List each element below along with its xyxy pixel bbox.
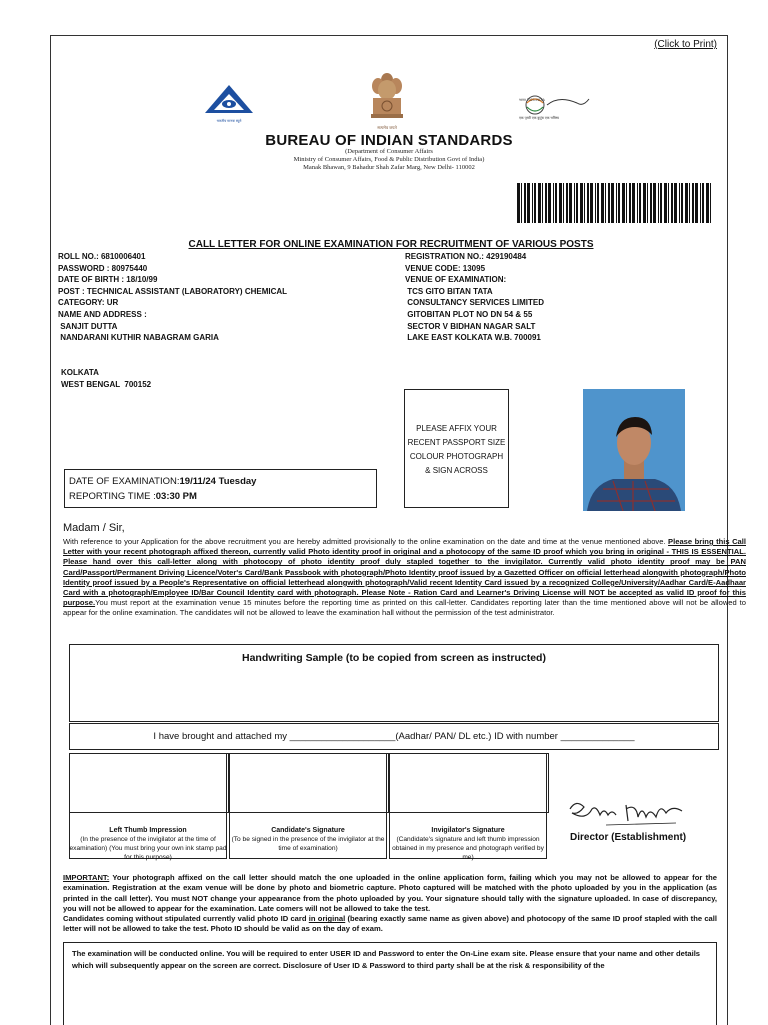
barcode-bar (710, 183, 711, 223)
barcode-bar (605, 183, 606, 223)
para-note: Please Note - Ration Card and Learner's Driving License will NOT be accepted as valid ID proof for this purpose. (63, 588, 747, 608)
barcode-bar (574, 183, 575, 223)
barcode-bar (584, 183, 585, 223)
para-reporting-rules: You must report at the examination venue 15 minutes before the reporting time as printed on this call-letter. Candidates reporting later than the time mentioned above will not be allowed to appear for the online examination. The candidates will not be allowed to leave the examination hall without the permission of the test administrator. (63, 598, 746, 618)
barcode-bar (587, 183, 589, 223)
bis-logo-text: भारतीय मानक ब्यूरो (216, 119, 242, 123)
barcode-bar (664, 183, 667, 223)
id-declaration-box (69, 723, 719, 750)
candidate-caption (228, 826, 388, 853)
director-title: Director (Establishment) (570, 832, 687, 843)
barcode-bar (689, 183, 690, 223)
barcode-bar (527, 183, 530, 223)
barcode-bar (524, 183, 526, 223)
exam-date-value: 19/11/24 Tuesday (179, 476, 257, 487)
affix-line-3: COLOUR PHOTOGRAPH (409, 452, 504, 461)
important-text-photo: Your photograph affixed on the call letter should match the one uploaded in the online application form, failing which you may not be allowed to appear for the examination. Registration at the exam venue will be done by photo and biometric capture. Photo captured will be matched with the photo uploaded by you in the application (as printed in the call letter). You must NOT change your appearance from the photo uploaded by you. Your signature should tally with the signature uploaded. In case of discrepancy, you will not be allowed to appear for the examination. Late comers will not be allowed to take the test. (63, 873, 717, 913)
barcode-bar (637, 183, 638, 223)
barcode-bar (629, 183, 631, 223)
print-link-container (654, 39, 717, 50)
barcode-bar (639, 183, 641, 223)
barcode-bar (650, 183, 652, 223)
barcode-bar (626, 183, 627, 223)
barcode-bar (576, 183, 578, 223)
exam-date-box (64, 469, 377, 508)
important-text-id-underline: in original (308, 914, 346, 924)
candidate-address-city: KOLKATA WEST BENGAL 700152 (61, 368, 152, 389)
reporting-time-label: REPORTING TIME : (69, 491, 156, 502)
barcode-bar (545, 183, 547, 223)
org-address: Manak Bhawan, 9 Bahadur Shah Zafar Marg, New Delhi- 110002 (303, 164, 475, 171)
barcode-bar (660, 183, 662, 223)
important-notice (63, 873, 717, 935)
barcode-bar (702, 183, 704, 223)
barcode-bar (632, 183, 635, 223)
affix-line-2: RECENT PASSPORT SIZE (407, 438, 506, 447)
barcode-bar (534, 183, 536, 223)
para-intro: With reference to your Application for the above recruitment you are hereby admitted provisionally to the online examination on the date and time at the venue mentioned above. (63, 537, 669, 546)
barcode-bar (692, 183, 694, 223)
thumb-caption-title: Left Thumb Impression (109, 827, 187, 834)
barcode-bar (622, 183, 625, 223)
thumb-caption-desc: (In the presence of the invigilator at the time of examination) (You must bring your own ink stamp pad for this purpose) (69, 836, 227, 861)
call-letter-title: CALL LETTER FOR ONLINE EXAMINATION FOR RECRUITMENT OF VARIOUS POSTS (188, 239, 594, 250)
barcode-bar (566, 183, 568, 223)
barcode-bar (517, 183, 520, 223)
barcode-bar (668, 183, 669, 223)
barcode-bar (674, 183, 677, 223)
online-exam-notice-box (63, 942, 717, 1025)
barcode-bar (700, 183, 701, 223)
important-text-id-b: (bearing exactly same name as given above) and photocopy of the same ID proof stapled with the call letter will not be allowed to take the test. Photo ID should be valid as on the day of exam. (63, 914, 717, 934)
barcode-bar (532, 183, 533, 223)
handwriting-sample-box (69, 644, 719, 722)
exam-date-label: DATE OF EXAMINATION: (69, 476, 180, 487)
invigilator-caption (388, 826, 548, 862)
barcode-bar (580, 183, 583, 223)
director-signature-icon (566, 795, 696, 831)
barcode-bar (647, 183, 648, 223)
barcode-bar (595, 183, 596, 223)
barcode-bar (597, 183, 599, 223)
org-name: BUREAU OF INDIAN STANDARDS (265, 132, 513, 149)
candidate-caption-desc: (To be signed in the presence of the invigilator at the time of examination) (231, 836, 385, 852)
barcode-bar (542, 183, 543, 223)
barcode-bar (569, 183, 572, 223)
barcode-bar (618, 183, 620, 223)
barcode-bar (616, 183, 617, 223)
barcode-bar (521, 183, 522, 223)
g20-logo-text: भारत 2023 INDIA (519, 98, 545, 102)
important-label: IMPORTANT: (63, 873, 110, 882)
org-ministry: Ministry of Consumer Affairs, Food & Public Distribution Govt of India) (293, 156, 485, 163)
exam-date-line (69, 474, 376, 489)
handwriting-sample-title: Handwriting Sample (to be copied from screen as instructed) (242, 652, 546, 664)
para-id-proof-requirements: Please bring this Call Letter with your recent photograph affixed thereon, currently valid Photo identity proof in original and a photocopy of the same ID proof which you bring in original - THIS IS ESSENTIAL. Please hand over this call-letter along with photocopy of photo identity proof duly stapled together to the invigilator. Currently valid photo identity proof may be PAN Card/Passport/Permanent Driving Licence/Voter's Card/Bank Passbook with photograph/Photo Identity proof issued by a Gazetted Officer on official letterhead alongwith photograph/Photo Identity proof issued by a People's Representative on official letterhead alongwith photograph/Valid recent Identity Card issued by a recognized College/University/Aadhar Card/E-Aadhaar Card with a photograph/Employee ID/Bar Council Identity card with photograph. (63, 537, 746, 598)
barcode-bar (553, 183, 554, 223)
barcode-bar (611, 183, 614, 223)
barcode-icon (515, 183, 715, 223)
candidate-details: ROLL NO.: 6810006401 PASSWORD : 80975440 DATE OF BIRTH : 18/10/99 POST : TECHNICAL ASSISTANT (LABORATORY) CHEMICAL CATEGORY: UR NAME AND ADDRESS : SANJIT DUTTA NANDARANI KUTHIR NABAGRAM GARIA (58, 252, 288, 343)
reporting-time-line (69, 489, 376, 504)
barcode-bar (559, 183, 562, 223)
barcode-bar (563, 183, 564, 223)
barcode-bar (548, 183, 551, 223)
barcode-bar (681, 183, 683, 223)
photo-affix-box (404, 389, 509, 508)
barcode-bar (538, 183, 541, 223)
barcode-bar (643, 183, 646, 223)
thumb-caption (68, 826, 228, 862)
affix-line-1: PLEASE AFFIX YOUR (416, 424, 497, 433)
affix-line-4: & SIGN ACROSS (425, 466, 488, 475)
barcode-bar (685, 183, 688, 223)
barcode-bar (590, 183, 593, 223)
reporting-time-value: 03:30 PM (155, 491, 197, 502)
online-exam-notice-text: The examination will be conducted online. You will be required to enter USER ID and Password to enter the On-Line exam site. Please ensure that your name and other details which will subsequently appear on the screen are correct. Disclosure of User ID & Password to third party shall be at the risk & responsibility of the (72, 949, 701, 970)
barcode-bar (653, 183, 656, 223)
instruction-paragraph (63, 537, 746, 619)
bis-logo-icon (203, 83, 255, 123)
barcode-bar (601, 183, 604, 223)
barcode-bar (706, 183, 709, 223)
important-text-id-a: Candidates coming without stipulated currently valid photo ID card (63, 914, 309, 924)
org-department: (Department of Consumer Affairs (345, 148, 433, 155)
candidate-caption-title: Candidate's Signature (271, 827, 345, 834)
call-letter-page (50, 35, 747, 1025)
barcode-bar (671, 183, 673, 223)
emblem-motto: सत्यमेव जयते (377, 125, 397, 130)
candidate-photo (583, 389, 685, 511)
click-to-print-link[interactable]: (Click to Print) (654, 39, 717, 50)
barcode-bar (555, 183, 557, 223)
venue-details: REGISTRATION NO.: 429190484 VENUE CODE: 13095 VENUE OF EXAMINATION: TCS GITO BITAN TATA CONSULTANCY SERVICES LIMITED GITOBITAN PLOT NO DN 54 & 55 SECTOR V BIDHAN NAGAR SALT LAKE EAST KOLKATA W.B. 700091 (405, 252, 544, 343)
invigilator-caption-title: Invigilator's Signature (431, 827, 505, 834)
barcode-bar (658, 183, 659, 223)
invigilator-caption-desc: (Candidate's signature and left thumb impression obtained in my presence and photograph verified by me) (392, 836, 544, 861)
barcode-bar (679, 183, 680, 223)
id-declaration-text: I have brought and attached my ____________________(Aadhar/ PAN/ DL etc.) ID with number ______________ (153, 731, 635, 742)
barcode-bar (608, 183, 610, 223)
g20-tagline: एक पृथ्वी एक कुटुंब एक भविष्य (519, 116, 559, 120)
salutation: Madam / Sir, (63, 522, 125, 534)
barcode-bar (695, 183, 698, 223)
